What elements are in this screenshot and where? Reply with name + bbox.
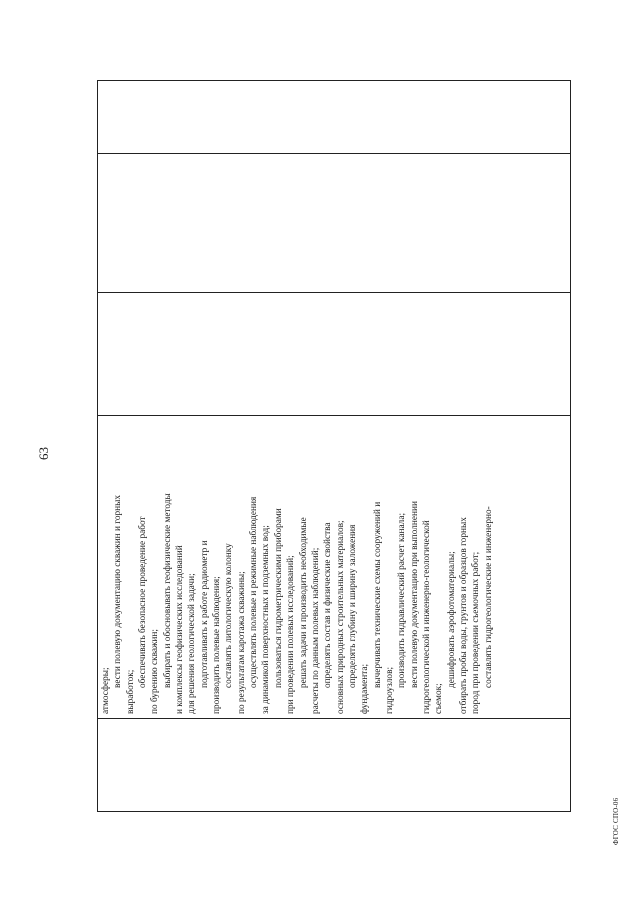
skills-line: составлять литологическую колонку <box>224 543 235 688</box>
skills-text <box>100 419 495 714</box>
skills-line: отбирать пробы воды, грунтов и образцов горных <box>458 517 469 714</box>
skills-line: фундамента; <box>360 663 371 714</box>
skills-line: выбирать и обосновывать геофизические методы <box>162 493 173 688</box>
table-column-index <box>98 719 570 811</box>
skills-line: производить гидравлический расчет канала; <box>397 512 408 688</box>
skills-line: определять состав и физические свойства <box>323 522 334 688</box>
skills-line: съемок; <box>434 683 445 714</box>
skills-line: подготавливать к работе радиометр и <box>199 540 210 688</box>
skills-line: гидрогеологической и инженерно-геологической <box>421 520 432 714</box>
footer-code: ФГОС СПО-06 <box>612 797 620 845</box>
skills-line: для решения геологической задачи; <box>187 573 198 714</box>
skills-line: дешифровать аэрофотоматериалы; <box>446 551 457 688</box>
skills-line: по результатам каротажа скважины; <box>236 571 247 714</box>
skills-line: по бурению скважин; <box>150 629 161 714</box>
skills-line: расчеты по данным полевых наблюдений; <box>310 547 321 714</box>
skills-line: производить полевые наблюдения; <box>212 576 223 714</box>
skills-line: за динамикой поверхностных и подземных вод; <box>261 525 272 714</box>
skills-line: составлять гидрогеологические и инженерно- <box>483 506 494 688</box>
skills-line: гидроузлов; <box>384 666 395 714</box>
skills-line: осуществлять полевые и режимные наблюдения <box>249 496 260 688</box>
skills-line: вычерчивать технические схемы сооружений и <box>372 501 383 688</box>
table-column-competencies <box>98 79 570 154</box>
competency-table <box>97 80 571 812</box>
skills-line: решать задачи и производить необходимые <box>298 517 309 688</box>
skills-line: обеспечивать безопасное проведение работ <box>138 516 149 688</box>
skills-line: вести полевую документацию при выполнении <box>409 501 420 688</box>
page-number: 63 <box>36 447 51 460</box>
skills-line: пород при проведении съемочных работ; <box>471 551 482 714</box>
skills-line: вести полевую документацию скважин и горных <box>113 494 124 688</box>
table-column-skills <box>98 416 570 719</box>
skills-line: основных природных строительных материалов; <box>335 520 346 714</box>
skills-line: и комплексы геофизических исследований <box>175 545 186 714</box>
skills-line: атмосферы; <box>101 667 111 714</box>
table-column-hours-total <box>98 293 570 416</box>
skills-line: пользоваться гидрометрическими приборами <box>273 508 284 688</box>
skills-line: определять глубину и ширину заложения <box>347 524 358 688</box>
skills-line: при проведении полевых исследований; <box>286 555 297 714</box>
skills-line: выработок; <box>125 669 136 714</box>
table-column-hours-module <box>98 154 570 293</box>
